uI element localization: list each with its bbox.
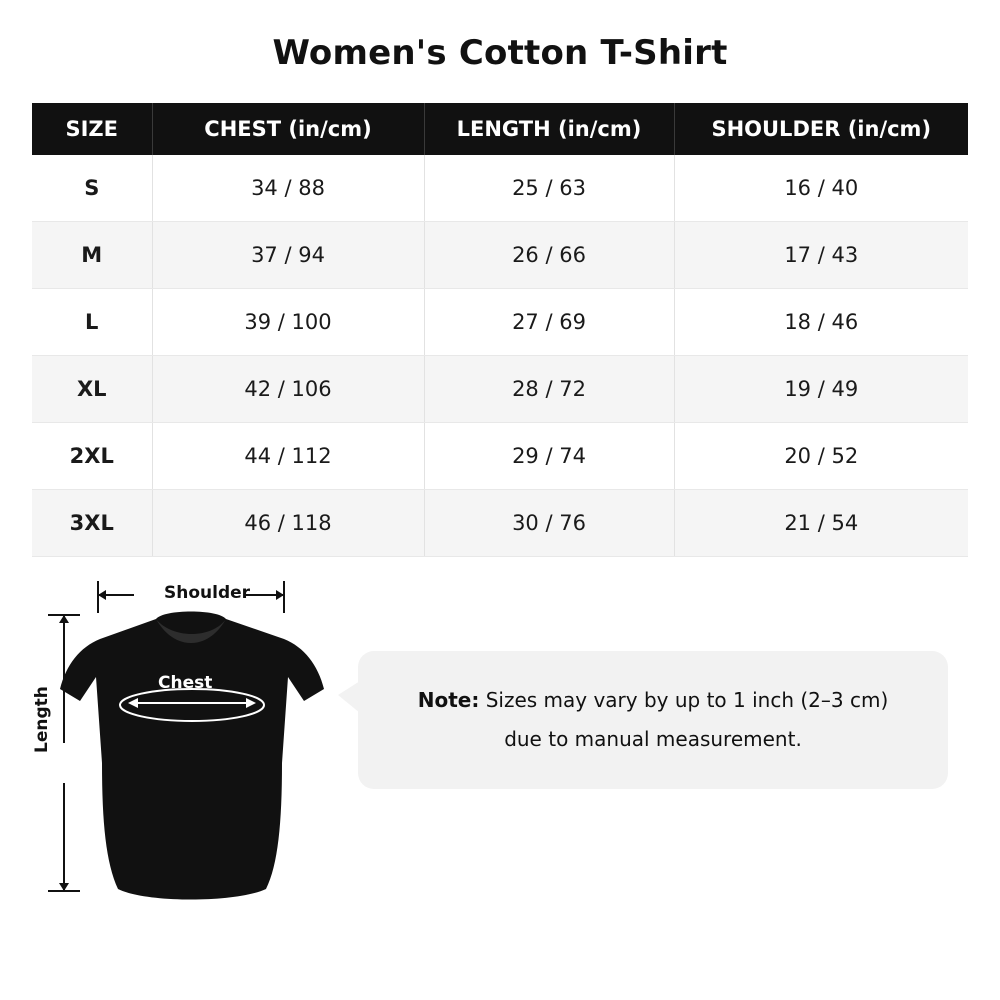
- tshirt-icon: [36, 573, 356, 903]
- chest-label: Chest: [158, 672, 213, 693]
- cell-chest: 39 / 100: [152, 288, 424, 355]
- cell-size: 3XL: [32, 489, 152, 556]
- cell-chest: 37 / 94: [152, 221, 424, 288]
- illustration-section: [0, 573, 1000, 903]
- cell-shoulder: 21 / 54: [674, 489, 968, 556]
- cell-length: 28 / 72: [424, 355, 674, 422]
- table-row: [32, 288, 968, 355]
- note-line-1: [392, 681, 914, 720]
- cell-chest: 46 / 118: [152, 489, 424, 556]
- cell-shoulder: 16 / 40: [674, 155, 968, 222]
- cell-shoulder: 20 / 52: [674, 422, 968, 489]
- table-row: [32, 489, 968, 556]
- cell-chest: 42 / 106: [152, 355, 424, 422]
- tshirt-diagram: [32, 573, 356, 903]
- cell-length: 27 / 69: [424, 288, 674, 355]
- cell-length: 25 / 63: [424, 155, 674, 222]
- cell-shoulder: 18 / 46: [674, 288, 968, 355]
- cell-size: XL: [32, 355, 152, 422]
- cell-length: 30 / 76: [424, 489, 674, 556]
- size-table: [32, 103, 968, 557]
- table-row: [32, 422, 968, 489]
- note-line-2: due to manual measurement.: [504, 726, 802, 751]
- page-title: Women's Cotton T-Shirt: [272, 33, 728, 73]
- cell-shoulder: 19 / 49: [674, 355, 968, 422]
- tshirt-shape: [60, 611, 324, 899]
- table-header-row: [32, 103, 968, 155]
- cell-size: S: [32, 155, 152, 222]
- column-header-chest: CHEST (in/cm): [152, 103, 424, 155]
- cell-size: M: [32, 221, 152, 288]
- cell-chest: 44 / 112: [152, 422, 424, 489]
- shoulder-label: Shoulder: [164, 582, 251, 603]
- cell-size: 2XL: [32, 422, 152, 489]
- table-row: [32, 155, 968, 222]
- column-header-shoulder: SHOULDER (in/cm): [674, 103, 968, 155]
- note-prefix: Note:: [417, 687, 480, 712]
- table-row: [32, 221, 968, 288]
- cell-length: 29 / 74: [424, 422, 674, 489]
- size-table-container: [32, 103, 968, 557]
- column-header-size: SIZE: [32, 103, 152, 155]
- table-row: [32, 355, 968, 422]
- cell-chest: 34 / 88: [152, 155, 424, 222]
- cell-shoulder: 17 / 43: [674, 221, 968, 288]
- cell-length: 26 / 66: [424, 221, 674, 288]
- column-header-length: LENGTH (in/cm): [424, 103, 674, 155]
- note-callout: [358, 651, 948, 789]
- cell-size: L: [32, 288, 152, 355]
- note-text: Sizes may vary by up to 1 inch (2–3 cm): [479, 687, 889, 712]
- length-label: Length: [32, 685, 52, 753]
- callout-tail: [338, 681, 360, 713]
